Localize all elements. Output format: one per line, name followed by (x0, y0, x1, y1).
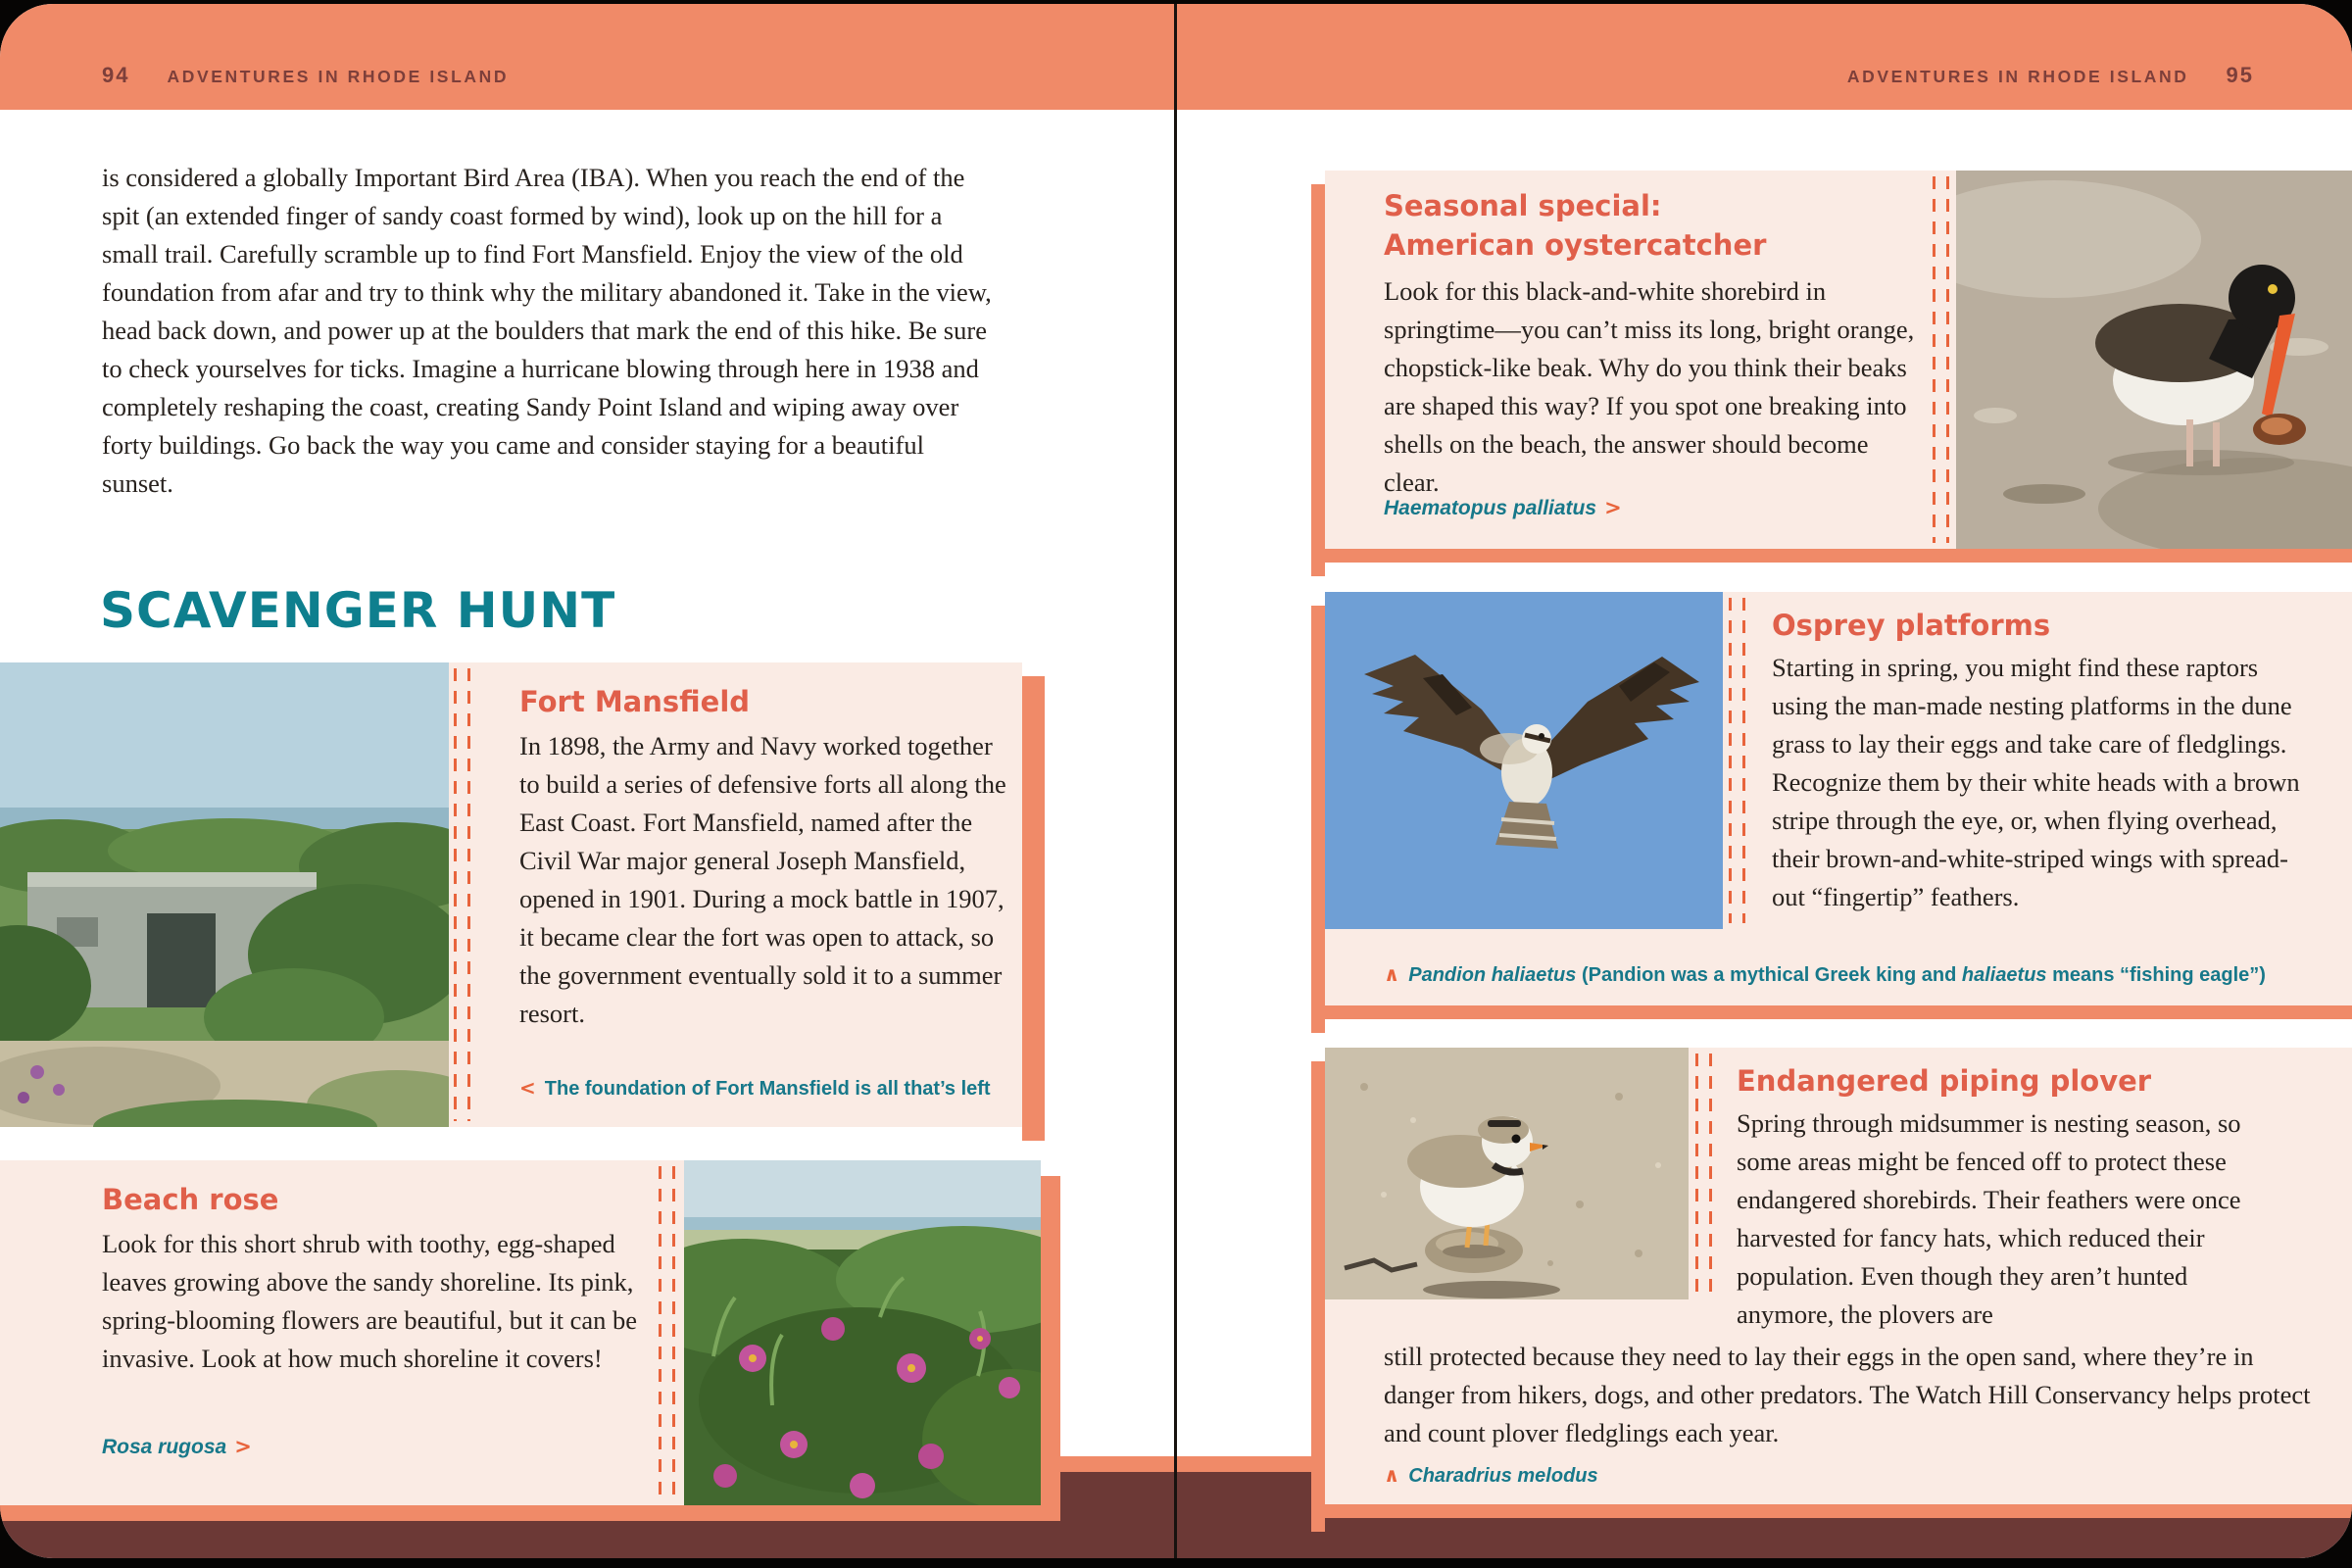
dashed-divider (1933, 176, 1936, 543)
dashed-divider (1695, 1054, 1698, 1294)
card-shadow (1311, 606, 1325, 1033)
dashed-divider (454, 668, 457, 1121)
card-shadow (0, 1505, 1060, 1521)
oystercatcher-photo (1956, 171, 2352, 549)
caption-text: means “fishing eagle”) (2046, 964, 2266, 986)
card-title: Endangered piping plover (1737, 1064, 2152, 1098)
page-number-left: 94 (102, 63, 130, 87)
species-name: Pandion haliaetus (1408, 964, 1577, 986)
up-arrow-icon: ∧ (1384, 962, 1400, 986)
book-spread (0, 4, 2352, 1558)
running-head-right: ADVENTURES IN RHODE ISLAND (1846, 67, 2189, 86)
left-arrow-icon: < (519, 1076, 536, 1100)
card-title: Fort Mansfield (519, 685, 751, 718)
dashed-divider (1946, 176, 1949, 543)
photo-caption (1384, 1461, 1598, 1490)
card-body: Look for this black-and-white shorebird in springtime—you can’t miss its long, bright orange, chopstick-like beak. Why do you think their beaks are shaped this way? If you spot one breaking into shells on the beach, the answer should become clear. (1384, 276, 1915, 497)
card-title: Beach rose (102, 1183, 279, 1216)
dashed-divider (1709, 1054, 1712, 1294)
osprey-platforms-card (1311, 592, 2352, 1019)
piping-plover-photo (1325, 1048, 1689, 1299)
scavenger-hunt-heading: SCAVENGER HUNT (100, 582, 616, 639)
caption-text: The foundation of Fort Mansfield is all that’s left (544, 1078, 991, 1100)
card-shadow (1311, 184, 1325, 576)
book-spine (1174, 4, 1177, 1558)
photo-caption (519, 1074, 1019, 1102)
right-arrow-icon: > (234, 1435, 252, 1458)
up-arrow-icon: ∧ (1384, 1463, 1400, 1487)
card-title-line1: Seasonal special: (1384, 189, 1662, 222)
card-shadow (1311, 549, 2352, 563)
fort-mansfield-card (0, 662, 1045, 1127)
card-body: Look for this short shrub with toothy, egg-shaped leaves growing above the sandy shoreline. Its pink, spring-blooming flowers are beautiful, but it can be invasive. Look at how much shoreline it covers! (102, 1229, 638, 1373)
photo-caption (1384, 960, 2349, 989)
header-left (102, 63, 509, 88)
card-body: In 1898, the Army and Navy worked together to build a series of defensive forts all along the East Coast. Fort Mansfield, named after the Civil War major general Joseph Mansfield, opened in 1901. During a mock battle in 1907, it became clear the fort was open to attack, so the government eventually sold it to a summer resort. (519, 731, 1006, 1028)
right-arrow-icon: > (1604, 496, 1622, 519)
dashed-divider (672, 1166, 675, 1499)
card-shadow (1311, 1504, 2352, 1518)
beach-rose-photo (684, 1160, 1041, 1505)
header-right (1847, 63, 2254, 88)
osprey-photo (1325, 592, 1723, 929)
caption-text: (Pandion was a mythical Greek king and (1576, 964, 1962, 986)
card-body: Starting in spring, you might find these raptors using the man-made nesting platforms in the dune grass to lay their eggs and take care of fledglings. Recognize them by their white heads with a brown stripe through the eye, or, when flying overhead, their brown-and-white-striped wings with spread-out “fingertip” feathers. (1772, 653, 2300, 911)
card-shadow (1041, 1176, 1060, 1521)
beach-rose-card (0, 1160, 1060, 1521)
running-head-left: ADVENTURES IN RHODE ISLAND (167, 67, 510, 86)
species-name-line (102, 1435, 252, 1459)
species-name-line (1384, 496, 1622, 520)
species-name: Charadrius melodus (1408, 1465, 1598, 1487)
card-body-column: Spring through midsummer is nesting season, so some areas might be fenced off to protect these endangered shorebirds. Their feathers were once harvested for fancy hats, which reduced their population. Even though they aren’t hunted anymore, the plovers are (1737, 1108, 2241, 1329)
species-name: Haematopus palliatus (1384, 497, 1597, 519)
seasonal-special-card (1311, 171, 2352, 563)
card-title: Osprey platforms (1772, 609, 2051, 642)
card-body-full-width: still protected because they need to lay their eggs in the open sand, where they’re in danger from hikers, dogs, and other predators. The Watch Hill Conservancy helps protect and count plover fledglings each year. (1384, 1342, 2311, 1447)
dashed-divider (659, 1166, 662, 1499)
piping-plover-card (1311, 1048, 2352, 1518)
dashed-divider (1742, 598, 1745, 923)
species-name: Rosa rugosa (102, 1436, 227, 1458)
dashed-divider (467, 668, 470, 1121)
page-number-right: 95 (2226, 63, 2254, 87)
intro-paragraph: is considered a globally Important Bird Area (IBA). When you reach the end of the spit (an extended finger of sandy coast formed by wind), look up on the hill for a small trail. Carefully scramble up to find Fort Mansfield. Enjoy the view of the old foundation from afar and try to think why the military abandoned it. Take in the view, head back down, and power up at the boulders that mark the end of this hike. Be sure to check yourselves for ticks. Imagine a hurricane blowing through here in 1938 and completely reshaping the coast, creating Sandy Point Island and wiping away over forty buildings. Go back the way you came and consider staying for a beautiful sunset. (102, 163, 992, 498)
species-name: haliaetus (1961, 964, 2047, 986)
dashed-divider (1729, 598, 1732, 923)
card-title-line2: American oystercatcher (1384, 228, 1767, 262)
fort-mansfield-photo (0, 662, 449, 1127)
card-shadow (1022, 676, 1045, 1141)
card-shadow (1311, 1005, 2352, 1019)
card-shadow (1311, 1061, 1325, 1532)
